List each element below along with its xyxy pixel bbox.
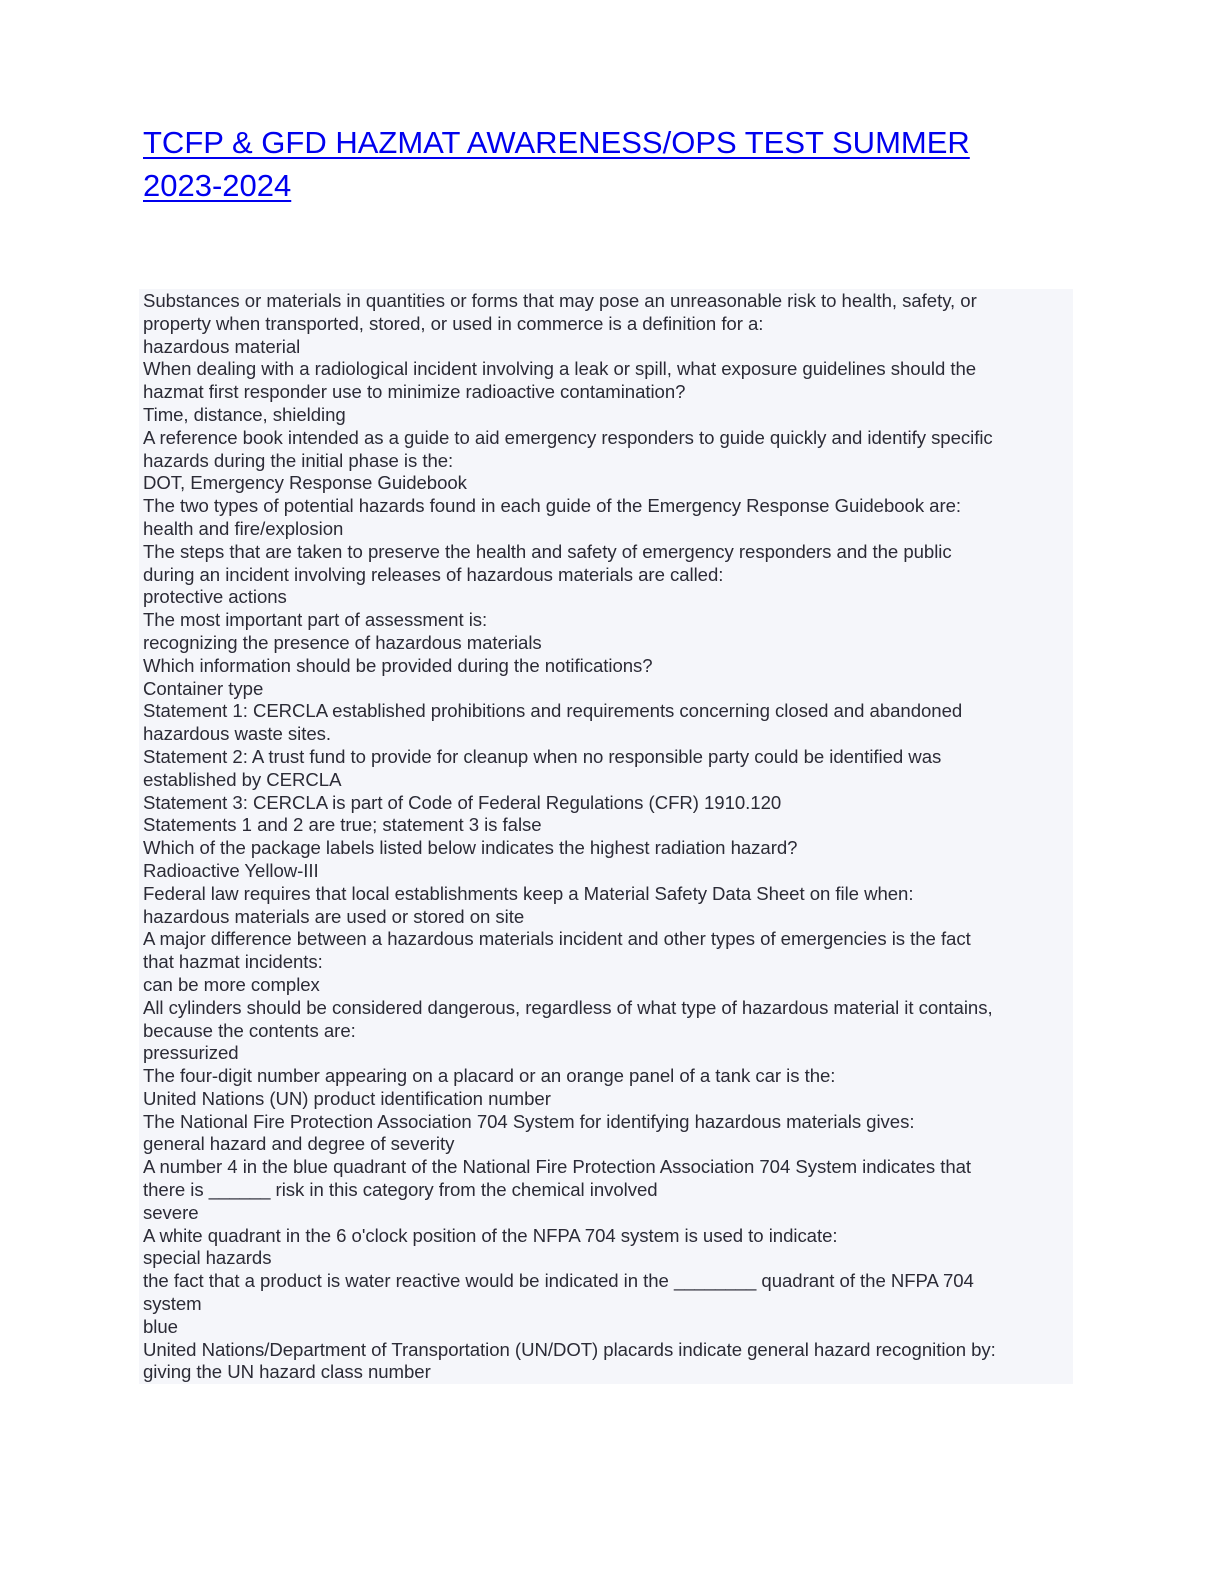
- text-line: recognizing the presence of hazardous materials: [143, 631, 542, 653]
- text-line: severe: [143, 1201, 199, 1223]
- text-line: When dealing with a radiological incident involving a leak or spill, what exposure guidelines should the: [143, 358, 977, 380]
- text-line: The four-digit number appearing on a placard or an orange panel of a tank car is the:: [143, 1065, 836, 1087]
- text-line: blue: [143, 1315, 178, 1337]
- text-line: United Nations (UN) product identification number: [143, 1087, 551, 1109]
- text-line: Statements 1 and 2 are true; statement 3 is false: [143, 814, 542, 836]
- text-line: Statement 1: CERCLA established prohibitions and requirements concerning closed and abandoned: [143, 700, 963, 722]
- text-line: the fact that a product is water reactive would be indicated in the ________ quadrant of the NFPA 704: [143, 1270, 974, 1292]
- title-line-1: TCFP & GFD HAZMAT AWARENESS/OPS TEST SUMMER: [143, 125, 970, 160]
- text-line: A major difference between a hazardous materials incident and other types of emergencies is the fact: [143, 928, 971, 950]
- text-line: hazardous material: [143, 335, 301, 357]
- text-line: A number 4 in the blue quadrant of the National Fire Protection Association 704 System indicates that: [143, 1156, 972, 1178]
- question-answer-block: [139, 289, 1073, 1384]
- text-line: there is ______ risk in this category from the chemical involved: [143, 1179, 658, 1201]
- text-line: hazardous waste sites.: [143, 723, 332, 745]
- text-line: DOT, Emergency Response Guidebook: [143, 472, 467, 494]
- text-line: established by CERCLA: [143, 768, 342, 790]
- text-line: general hazard and degree of severity: [143, 1133, 455, 1155]
- text-line: health and fire/explosion: [143, 517, 344, 539]
- text-line: protective actions: [143, 586, 287, 608]
- text-line: Federal law requires that local establishments keep a Material Safety Data Sheet on file when:: [143, 882, 914, 904]
- text-line: system: [143, 1293, 202, 1315]
- text-line: All cylinders should be considered dangerous, regardless of what type of hazardous material it contains,: [143, 996, 993, 1018]
- text-line: Statement 3: CERCLA is part of Code of Federal Regulations (CFR) 1910.120: [143, 791, 782, 813]
- text-line: The steps that are taken to preserve the health and safety of emergency responders and the public: [143, 540, 952, 562]
- text-line: can be more complex: [143, 973, 320, 995]
- text-line: Statement 2: A trust fund to provide for cleanup when no responsible party could be identified was: [143, 745, 942, 767]
- text-line: hazards during the initial phase is the:: [143, 449, 454, 471]
- text-line: Container type: [143, 677, 264, 699]
- text-line: The National Fire Protection Association 704 System for identifying hazardous materials gives:: [143, 1110, 915, 1132]
- text-line: United Nations/Department of Transportation (UN/DOT) placards indicate general hazard recognition by:: [143, 1338, 996, 1360]
- text-line: hazardous materials are used or stored on site: [143, 905, 525, 927]
- text-line: A reference book intended as a guide to aid emergency responders to guide quickly and identify specific: [143, 426, 993, 448]
- text-line: property when transported, stored, or used in commerce is a definition for a:: [143, 312, 764, 334]
- text-line: The most important part of assessment is:: [143, 609, 488, 631]
- text-line: because the contents are:: [143, 1019, 356, 1041]
- text-line: Which of the package labels listed below indicates the highest radiation hazard?: [143, 837, 798, 859]
- text-line: hazmat first responder use to minimize radioactive contamination?: [143, 381, 686, 403]
- document-title-link[interactable]: [143, 121, 1023, 207]
- text-line: Substances or materials in quantities or forms that may pose an unreasonable risk to health, safety, or: [143, 290, 977, 311]
- text-line: that hazmat incidents:: [143, 951, 323, 973]
- title-line-2: 2023-2024: [143, 168, 292, 203]
- text-line: special hazards: [143, 1247, 272, 1269]
- text-line: pressurized: [143, 1042, 239, 1064]
- text-line: A white quadrant in the 6 o'clock position of the NFPA 704 system is used to indicate:: [143, 1224, 838, 1246]
- text-line: during an incident involving releases of hazardous materials are called:: [143, 563, 724, 585]
- text-line: Which information should be provided during the notifications?: [143, 654, 653, 676]
- text-line: The two types of potential hazards found in each guide of the Emergency Response Guidebook are:: [143, 495, 962, 517]
- text-line: Radioactive Yellow-III: [143, 859, 319, 881]
- text-line: giving the UN hazard class number: [143, 1361, 431, 1383]
- text-line: Time, distance, shielding: [143, 403, 346, 425]
